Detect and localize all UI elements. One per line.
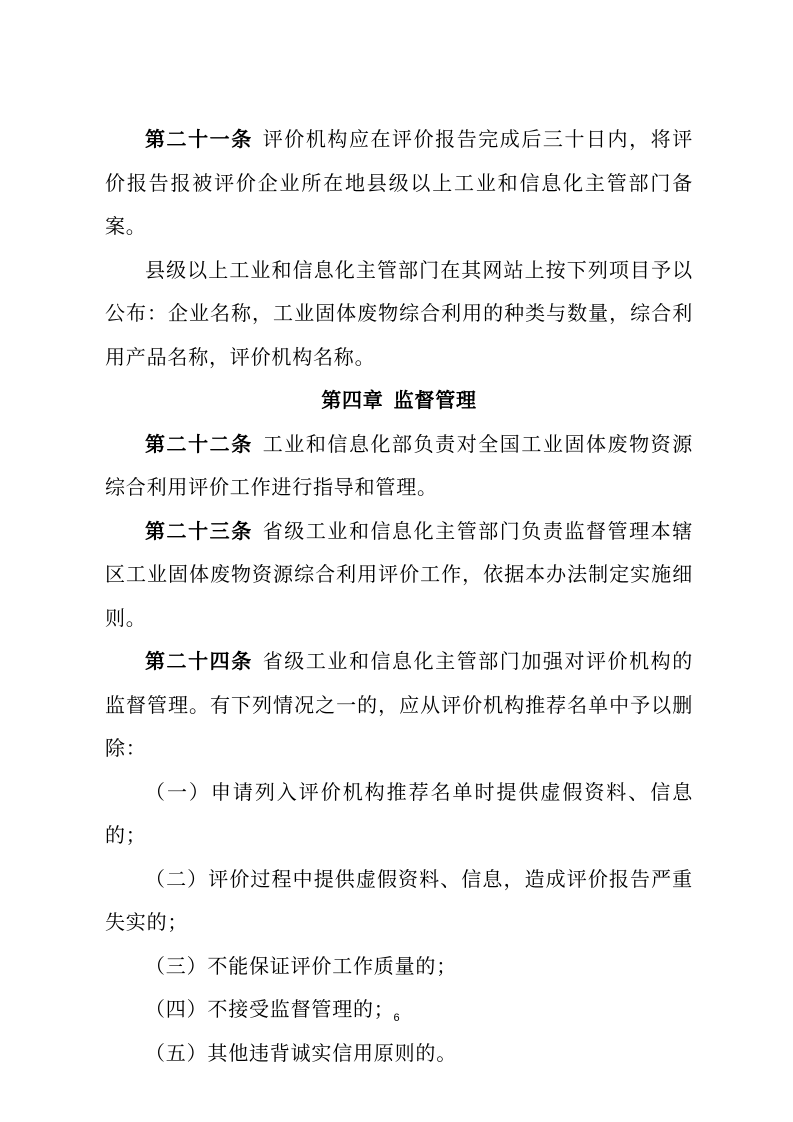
article-21 — [105, 118, 693, 249]
list-item-2: （二）评价过程中提供虚假资料、信息，造成评价报告严重失实的； — [105, 866, 693, 934]
list-item-3: （三）不能保证评价工作质量的； — [145, 953, 457, 978]
article-24 — [105, 640, 693, 771]
article-21-paragraph-2: 县级以上工业和信息化主管部门在其网站上按下列项目予以公布：企业名称，工业固体废物综合利用的种类与数量，综合利用产品名称，评价机构名称。 — [105, 257, 693, 369]
article-23-label: 第二十三条 — [145, 518, 253, 543]
article-24-label: 第二十四条 — [145, 649, 253, 673]
document-body — [105, 118, 693, 1075]
chapter-heading — [105, 379, 693, 423]
article-21-text: 评价机构应在评价报告完成后三十日内，将评价报告报被评价企业所在地县级以上工业和信息化主管部门备案。 — [105, 127, 693, 238]
chapter-number: 第四章 — [321, 388, 384, 412]
article-23-text: 省级工业和信息化主管部门负责监督管理本辖区工业固体废物资源综合利用评价工作，依据本办法制定实施细则。 — [105, 518, 693, 630]
chapter-title: 监督管理 — [393, 388, 477, 412]
list-item-5: （五）其他违背诚实信用原则的。 — [145, 1040, 457, 1065]
article-22 — [105, 423, 693, 510]
article-22-label: 第二十二条 — [145, 431, 253, 456]
list-item-4: （四）不接受监督管理的； — [145, 997, 395, 1021]
list-item-1: （一）申请列入评价机构推荐名单时提供虚假资料、信息的； — [105, 779, 693, 847]
page-number: 6 — [393, 1012, 400, 1024]
article-21-label: 第二十一条 — [145, 127, 253, 151]
article-23 — [105, 510, 693, 641]
article-22-text: 工业和信息化部负责对全国工业固体废物资源综合利用评价工作进行指导和管理。 — [105, 431, 693, 499]
article-24-text: 省级工业和信息化主管部门加强对评价机构的监督管理。有下列情况之一的，应从评价机构推荐名单中予以删除： — [105, 649, 693, 760]
